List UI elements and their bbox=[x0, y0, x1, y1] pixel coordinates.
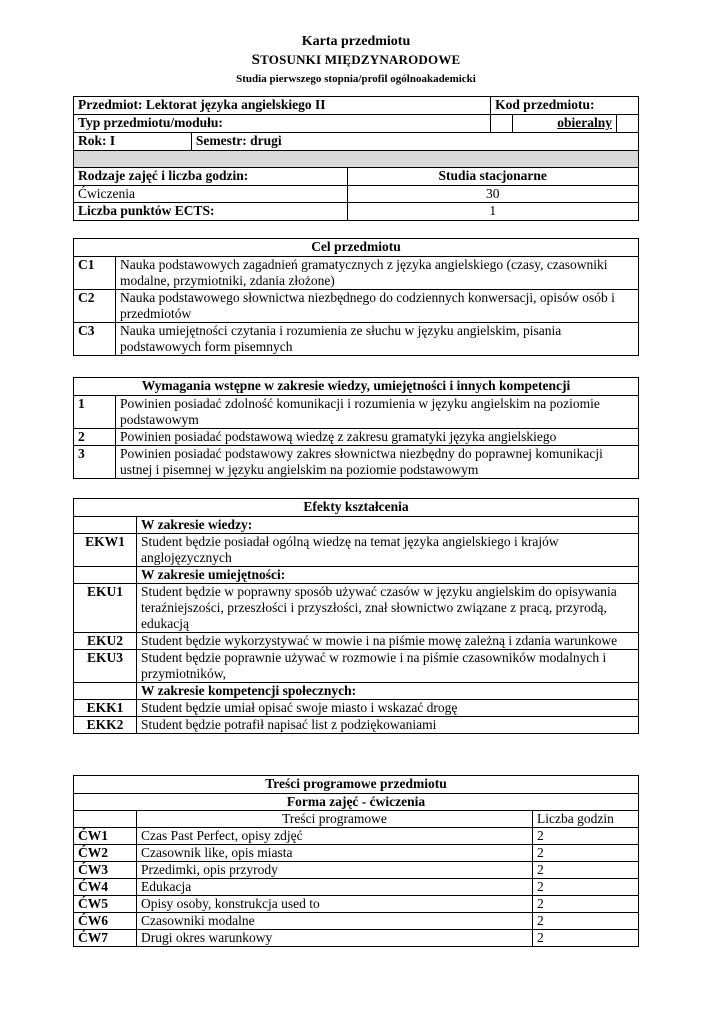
outcome-text: Student będzie umiał opisać swoje miasto i wskazać drogę bbox=[137, 700, 639, 717]
requirement-code: 3 bbox=[74, 446, 116, 479]
requirement-code: 1 bbox=[74, 396, 116, 429]
empty-cell bbox=[74, 517, 137, 534]
table-row bbox=[74, 534, 639, 567]
class-hours: 2 bbox=[533, 845, 639, 862]
social-competences-heading: W zakresie kompetencji społecznych: bbox=[137, 683, 639, 700]
subject-rest: TOSUNKI MIĘDZYNARODOWE bbox=[260, 52, 461, 67]
table-row bbox=[74, 913, 639, 930]
exercises-label: Ćwiczenia bbox=[74, 186, 348, 203]
semester-label: Semestr: drugi bbox=[191, 133, 638, 151]
learning-outcomes-table bbox=[73, 498, 639, 734]
table-row bbox=[74, 896, 639, 913]
study-profile: Studia pierwszego stopnia/profil ogólnoakademicki bbox=[236, 73, 476, 85]
table-row bbox=[74, 584, 639, 633]
class-topic: Czas Past Perfect, opisy zdjęć bbox=[137, 828, 533, 845]
module-type-value: obieralny bbox=[513, 115, 617, 133]
exercises-hours: 30 bbox=[347, 186, 639, 203]
class-form: Forma zajęć - ćwiczenia bbox=[74, 794, 639, 811]
requirements-title: Wymagania wstępne w zakresie wiedzy, umiejętności i innych kompetencji bbox=[74, 378, 639, 396]
subject-initial: S bbox=[251, 52, 261, 68]
goal-text: Nauka umiejętności czytania i rozumienia ze słuchu w języku angielskim, pisania podstawowych form pisemnych bbox=[116, 323, 639, 356]
class-topic: Drugi okres warunkowy bbox=[137, 930, 533, 947]
empty-cell bbox=[616, 115, 638, 133]
col-header-content: Treści programowe bbox=[137, 811, 533, 828]
class-code: ĆW5 bbox=[74, 896, 137, 913]
outcome-code: EKW1 bbox=[74, 534, 137, 567]
empty-cell bbox=[74, 811, 137, 828]
col-header-hours: Liczba godzin bbox=[533, 811, 639, 828]
requirements-table bbox=[73, 377, 639, 479]
class-code: ĆW4 bbox=[74, 879, 137, 896]
skills-heading: W zakresie umiejętności: bbox=[137, 567, 639, 584]
outcome-code: EKU3 bbox=[74, 650, 137, 683]
class-code: ĆW3 bbox=[74, 862, 137, 879]
empty-cell bbox=[74, 567, 137, 584]
table-row bbox=[74, 257, 639, 290]
class-code: ĆW7 bbox=[74, 930, 137, 947]
table-row bbox=[74, 845, 639, 862]
class-code: ĆW1 bbox=[74, 828, 137, 845]
outcome-text: Student będzie potrafił napisać list z podziękowaniami bbox=[137, 717, 639, 734]
requirement-text: Powinien posiadać podstawową wiedzę z zakresu gramatyki języka angielskiego bbox=[116, 429, 639, 446]
goal-code: C2 bbox=[74, 290, 116, 323]
empty-cell bbox=[491, 115, 513, 133]
goals-title: Cel przedmiotu bbox=[74, 239, 639, 257]
ects-label: Liczba punktów ECTS: bbox=[74, 203, 348, 221]
requirement-code: 2 bbox=[74, 429, 116, 446]
class-hours: 2 bbox=[533, 913, 639, 930]
class-hours: 2 bbox=[533, 862, 639, 879]
goal-code: C1 bbox=[74, 257, 116, 290]
goal-code: C3 bbox=[74, 323, 116, 356]
outcome-code: EKK1 bbox=[74, 700, 137, 717]
outcome-text: Student będzie posiadał ogólną wiedzę na temat języka angielskiego i krajów anglojęzycznych bbox=[137, 534, 639, 567]
subject-name bbox=[73, 52, 639, 69]
subject-label: Przedmiot: Lektorat języka angielskiego II bbox=[74, 97, 491, 115]
table-row bbox=[74, 930, 639, 947]
requirement-text: Powinien posiadać zdolność komunikacji i rozumienia w języku angielskim na poziomie podstawowym bbox=[116, 396, 639, 429]
table-row bbox=[74, 446, 639, 479]
outcome-text: Student będzie w poprawny sposób używać czasów w języku angielskim do opisywania teraźniejszości, przeszłości i przyszłości, znał słownictwo związane z pracą, przyrodą, edukacją bbox=[137, 584, 639, 633]
table-row bbox=[74, 429, 639, 446]
class-code: ĆW6 bbox=[74, 913, 137, 930]
goal-text: Nauka podstawowych zagadnień gramatycznych z języka angielskiego (czasy, czasowniki modalne, przymiotniki, zdania złożone) bbox=[116, 257, 639, 290]
separator-row bbox=[74, 151, 639, 168]
table-row bbox=[74, 650, 639, 683]
table-row bbox=[74, 700, 639, 717]
table-row bbox=[74, 862, 639, 879]
class-hours: 2 bbox=[533, 879, 639, 896]
course-goals-table bbox=[73, 238, 639, 356]
class-hours: 2 bbox=[533, 896, 639, 913]
outcome-code: EKU1 bbox=[74, 584, 137, 633]
empty-cell bbox=[74, 683, 137, 700]
outcome-code: EKK2 bbox=[74, 717, 137, 734]
course-info-table bbox=[73, 96, 639, 221]
knowledge-heading: W zakresie wiedzy: bbox=[137, 517, 639, 534]
class-topic: Czasownik like, opis miasta bbox=[137, 845, 533, 862]
requirement-text: Powinien posiadać podstawowy zakres słownictwa niezbędny do poprawnej komunikacji ustnej i pisemnej w języku angielskim na poziomie podstawowym bbox=[116, 446, 639, 479]
goal-text: Nauka podstawowego słownictwa niezbędnego do codziennych konwersacji, opisów osób i przedmiotów bbox=[116, 290, 639, 323]
table-row bbox=[74, 290, 639, 323]
class-topic: Czasowniki modalne bbox=[137, 913, 533, 930]
outcome-text: Student będzie poprawnie używać w rozmowie i na piśmie czasowników modalnych i przymiotników, bbox=[137, 650, 639, 683]
table-row bbox=[74, 717, 639, 734]
class-topic: Edukacja bbox=[137, 879, 533, 896]
document-title: Karta przedmiotu bbox=[301, 34, 411, 49]
class-hours: 2 bbox=[533, 828, 639, 845]
outcome-text: Student będzie wykorzystywać w mowie i na piśmie mowę zależną i zdania warunkowe bbox=[137, 633, 639, 650]
year-label: Rok: I bbox=[74, 133, 192, 151]
course-code-label: Kod przedmiotu: bbox=[491, 97, 639, 115]
table-row bbox=[74, 323, 639, 356]
class-topic: Przedimki, opis przyrody bbox=[137, 862, 533, 879]
outcomes-title: Efekty kształcenia bbox=[74, 499, 639, 517]
class-hours: 2 bbox=[533, 930, 639, 947]
study-mode: Studia stacjonarne bbox=[347, 168, 639, 186]
table-row bbox=[74, 828, 639, 845]
outcome-code: EKU2 bbox=[74, 633, 137, 650]
program-content-table bbox=[73, 775, 639, 947]
class-code: ĆW2 bbox=[74, 845, 137, 862]
module-type-label: Typ przedmiotu/modułu: bbox=[74, 115, 491, 133]
ects-value: 1 bbox=[347, 203, 639, 221]
table-row bbox=[74, 633, 639, 650]
table-row bbox=[74, 396, 639, 429]
content-title: Treści programowe przedmiotu bbox=[74, 776, 639, 794]
class-topic: Opisy osoby, konstrukcja used to bbox=[137, 896, 533, 913]
table-row bbox=[74, 879, 639, 896]
class-types-label: Rodzaje zajęć i liczba godzin: bbox=[74, 168, 348, 186]
